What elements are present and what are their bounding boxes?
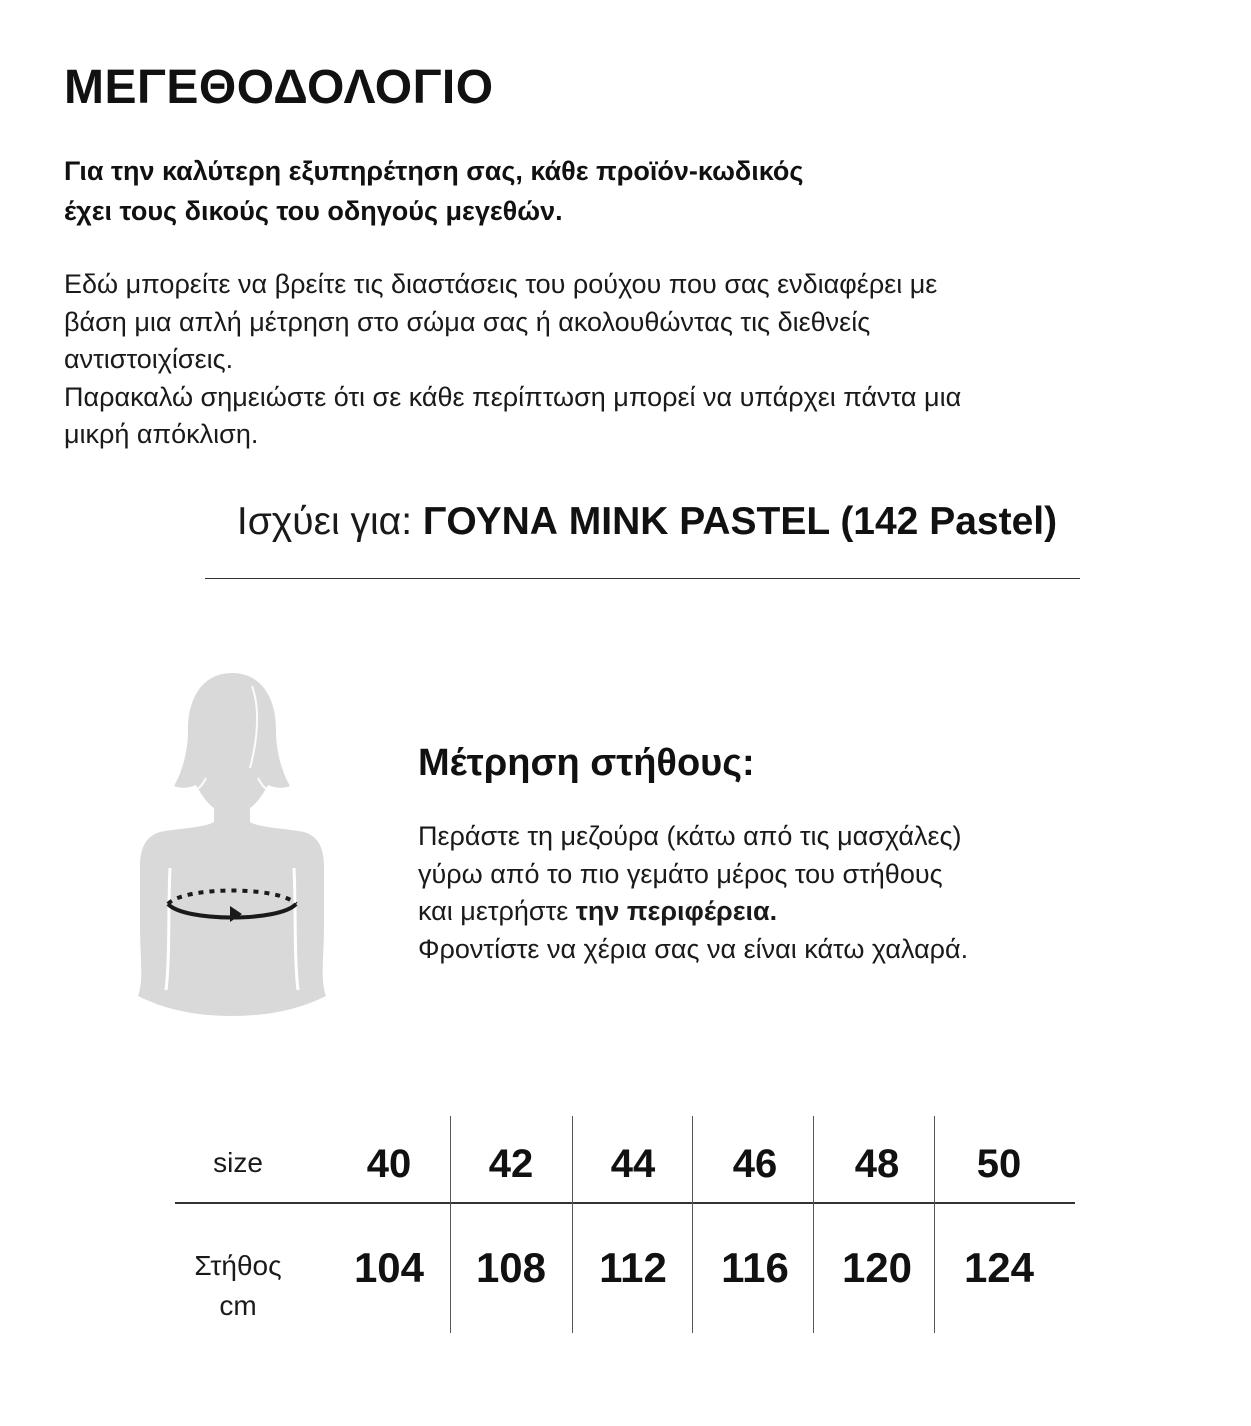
intro-bold-text bbox=[64, 151, 1064, 231]
intro-body-line: μικρή απόκλιση. bbox=[64, 419, 259, 449]
instruction-line bbox=[418, 893, 1218, 931]
instruction-line: Περάστε τη μεζούρα (κάτω από τις μασχάλες) bbox=[418, 821, 962, 851]
size-cell: 46 bbox=[732, 1142, 778, 1186]
size-cell: 44 bbox=[610, 1142, 656, 1186]
size-row-label: size bbox=[213, 1147, 263, 1178]
size-cell: 50 bbox=[976, 1142, 1022, 1186]
page-title: ΜΕΓΕΘΟΔΟΛΟΓΙΟ bbox=[64, 61, 494, 114]
intro-body-line: Εδώ μπορείτε να βρείτε τις διαστάσεις του ρούχου που σας ενδιαφέρει με bbox=[64, 269, 938, 299]
chest-value-cell: 120 bbox=[841, 1244, 913, 1291]
instruction-line: Φροντίστε να χέρια σας να είναι κάτω χαλαρά. bbox=[418, 933, 969, 964]
applies-to-heading bbox=[0, 494, 1251, 550]
table-header-rule bbox=[175, 1202, 1075, 1204]
chest-row-label bbox=[168, 1246, 308, 1326]
column-divider bbox=[692, 1116, 693, 1333]
chest-measurement-title: Μέτρηση στήθους: bbox=[418, 742, 755, 784]
chest-value-cell: 116 bbox=[721, 1244, 789, 1291]
column-divider bbox=[572, 1116, 573, 1333]
instruction-emphasis: την περιφέρεια. bbox=[575, 896, 778, 926]
column-divider bbox=[813, 1116, 814, 1333]
female-torso-chest-measure-icon bbox=[132, 668, 332, 1023]
size-cell: 42 bbox=[488, 1142, 534, 1186]
chest-value-cell: 108 bbox=[475, 1244, 547, 1291]
column-divider bbox=[450, 1116, 451, 1333]
chest-label-text: Στήθος bbox=[194, 1250, 282, 1281]
intro-bold-line: έχει τους δικούς του οδηγούς μεγεθών. bbox=[64, 196, 563, 226]
chest-unit-text: cm bbox=[219, 1290, 257, 1321]
size-cell: 40 bbox=[366, 1142, 412, 1186]
intro-body-text bbox=[64, 266, 1194, 454]
intro-body-line: Παρακαλώ σημειώστε ότι σε κάθε περίπτωση μπορεί να υπάρχει πάντα μια bbox=[64, 381, 962, 412]
intro-bold-line: Για την καλύτερη εξυπηρέτηση σας, κάθε προϊόν-κωδικός bbox=[64, 156, 804, 186]
section-divider bbox=[205, 578, 1080, 579]
product-name: ΓΟΥΝΑ MINK PASTEL (142 Pastel) bbox=[422, 500, 1058, 543]
chest-value-cell: 124 bbox=[963, 1244, 1035, 1291]
instruction-line: γύρω από το πιο γεμάτο μέρος του στήθους bbox=[418, 858, 943, 889]
applies-prefix: Ισχύει για: bbox=[236, 500, 423, 543]
column-divider bbox=[934, 1116, 935, 1333]
chest-value-cell: 104 bbox=[353, 1244, 425, 1291]
intro-body-line: αντιστοιχίσεις. bbox=[64, 344, 234, 374]
intro-body-line: βάση μια απλή μέτρηση στο σώμα σας ή ακολουθώντας τις διεθνείς bbox=[64, 306, 871, 337]
chest-value-cell: 112 bbox=[599, 1244, 667, 1291]
size-cell: 48 bbox=[854, 1142, 900, 1186]
instruction-text: και μετρήστε bbox=[418, 896, 576, 926]
chest-measurement-instructions bbox=[418, 818, 1218, 968]
